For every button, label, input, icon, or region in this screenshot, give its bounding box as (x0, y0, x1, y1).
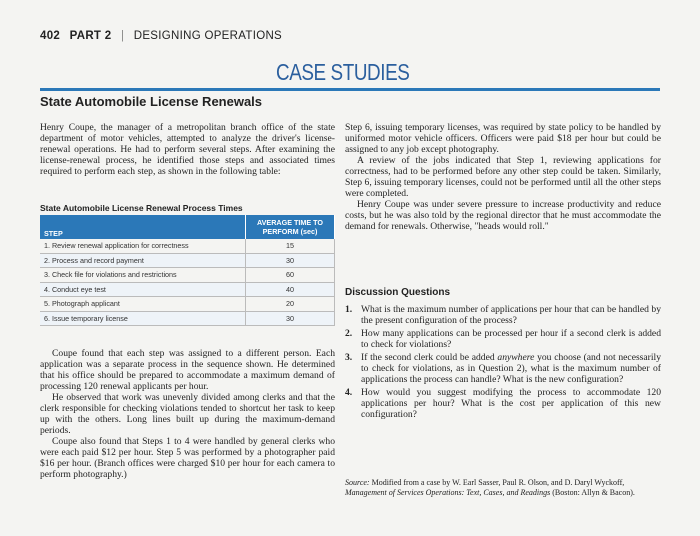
banner-rule (40, 88, 660, 91)
left-body (40, 348, 335, 480)
time-cell: 60 (246, 268, 335, 283)
paragraph: Coupe found that each step was assigned to a different person. Each application was a separate process in the sequence shown. He determined that his office should be prepared to accommodate a maximum demand of processing 120 renewal applicants per hour. (40, 348, 335, 392)
source-label: Source: (345, 478, 370, 487)
time-cell: 30 (246, 311, 335, 326)
source-text-b: (Boston: Allyn & Bacon). (550, 488, 635, 497)
question-item (345, 387, 661, 420)
table-row (40, 268, 335, 283)
question-item (345, 328, 661, 350)
table-title: State Automobile License Renewal Process Times (40, 203, 243, 213)
question-text: What is the maximum number of applications per hour that can be handled by the present configuration of the process? (361, 304, 661, 326)
header-separator: | (120, 30, 125, 42)
step-cell: 3. Check file for violations and restrictions (40, 268, 246, 283)
source-text-a: Modified from a case by W. Earl Sasser, Paul R. Olson, and D. Daryl Wyckoff, (369, 478, 625, 487)
table-row (40, 297, 335, 312)
source-citation (345, 478, 661, 498)
table-row (40, 253, 335, 268)
paragraph: Coupe also found that Steps 1 to 4 were handled by general clerks who were each paid $12 per hour. Step 5 was performed by a photographer paid $16 per hour. (Branch offices were charged $10 per hour for each camera to perform photography.) (40, 436, 335, 480)
table-row (40, 239, 335, 253)
source-book-title: Management of Services Operations: Text, Cases, and Readings (345, 488, 551, 497)
step-cell: 5. Photograph applicant (40, 297, 246, 312)
table-row (40, 282, 335, 297)
case-title: State Automobile License Renewals (40, 94, 263, 109)
time-cell: 30 (246, 253, 335, 268)
question-text-b: you choose (and not necessarily to check for violations, as in Question 2), what is the maximum number of applications the process can handle? What is the new configuration? (361, 352, 661, 385)
question-number: 3. (345, 352, 353, 363)
discussion-questions-list (345, 304, 661, 422)
part-label: PART 2 (69, 30, 112, 42)
question-text-a: If the second clerk could be added (361, 352, 498, 363)
step-cell: 2. Process and record payment (40, 253, 246, 268)
table-header-step: STEP (40, 215, 246, 239)
question-item (345, 352, 661, 385)
question-number: 1. (345, 304, 353, 315)
step-cell: 6. Issue temporary license (40, 311, 246, 326)
time-cell: 40 (246, 282, 335, 297)
step-cell: 1. Review renewal application for correctness (40, 239, 246, 253)
page-number: 402 (40, 30, 61, 42)
page-header (40, 30, 282, 42)
section-label: DESIGNING OPERATIONS (133, 30, 283, 42)
paragraph: Step 6, issuing temporary licenses, was required by state policy to be handled by uniformed motor vehicle officers. Officers were paid $18 per hour but could be assigned to any job except photography. (345, 122, 661, 155)
left-intro (40, 122, 335, 177)
question-text: How many applications can be processed per hour if a second clerk is added to check for violations? (361, 328, 661, 350)
paragraph: Henry Coupe was under severe pressure to increase productivity and reduce costs, but he was also told by the regional director that he must accommodate the demand for renewals. Otherwise, "heads would roll." (345, 199, 661, 232)
intro-paragraph: Henry Coupe, the manager of a metropolitan branch office of the state department of motor vehicles, attempted to analyze the driver's license-renewal operations. He had to perform several steps. After examining the license-renewal process, he identified those steps and associated times required to perform each step, as shown in the following table: (40, 122, 335, 177)
table-header-time: AVERAGE TIME TO PERFORM (sec) (246, 215, 335, 239)
time-cell: 20 (246, 297, 335, 312)
table-row (40, 311, 335, 326)
question-number: 2. (345, 328, 353, 339)
time-cell: 15 (246, 239, 335, 253)
process-times-table (40, 215, 335, 326)
question-number: 4. (345, 387, 353, 398)
paragraph: A review of the jobs indicated that Step 1, reviewing applications for correctness, had to be performed before any other step could be taken. Similarly, Step 6, issuing temporary licenses, could not be performed until all the other steps were completed. (345, 155, 661, 199)
case-studies-banner: CASE STUDIES (276, 59, 410, 85)
question-text: How would you suggest modifying the process to accommodate 120 applications per hour? What is the cost per application of this new configuration? (361, 387, 661, 420)
question-item (345, 304, 661, 326)
right-body (345, 122, 661, 232)
step-cell: 4. Conduct eye test (40, 282, 246, 297)
paragraph: He observed that work was unevenly divided among clerks and that the clerk responsible for checking violations tended to shortcut her task to keep up with the others. Long lines built up during the maximum-demand periods. (40, 392, 335, 436)
discussion-questions-title: Discussion Questions (345, 287, 451, 298)
question-text-emphasis: anywhere (497, 352, 535, 363)
